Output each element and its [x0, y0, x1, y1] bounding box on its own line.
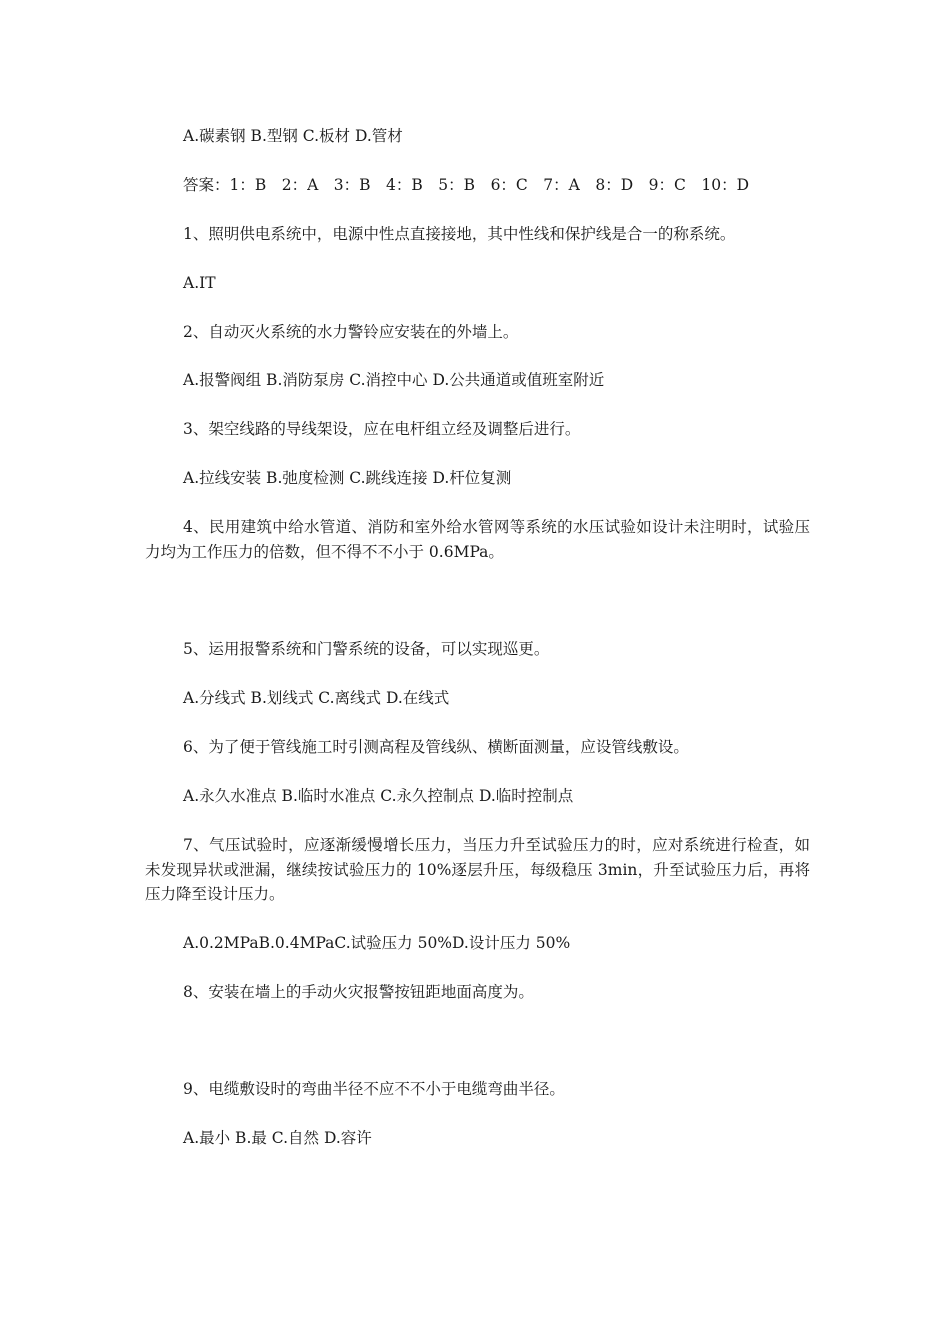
question-6-options: A.永久水准点 B.临时水准点 C.永久控制点 D.临时控制点	[183, 787, 574, 805]
question-9: 9、电缆敷设时的弯曲半径不应不不小于电缆弯曲半径。	[183, 1080, 565, 1098]
question-9-options: A.最小 B.最 C.自然 D.容许	[183, 1129, 372, 1147]
question-2: 2、自动灭火系统的水力警铃应安装在的外墙上。	[183, 323, 519, 341]
question-4: 4、民用建筑中给水管道、消防和室外给水管网等系统的水压试验如设计未注明时，试验压力均为工作压力的倍数，但不得不不小于 0.6MPa。	[145, 518, 810, 561]
question-2-options: A.报警阀组 B.消防泵房 C.消控中心 D.公共通道或值班室附近	[183, 371, 605, 389]
question-1-options: A.IT	[183, 274, 216, 292]
question-7-options: A.0.2MPaB.0.4MPaC.试验压力 50%D.设计压力 50%	[183, 934, 571, 952]
question-6: 6、为了便于管线施工时引测高程及管线纵、横断面测量，应设管线敷设。	[183, 738, 689, 756]
question-7: 7、气压试验时，应逐渐缓慢增长压力，当压力升至试验压力的时，应对系统进行检查，如未发现异状或泄漏，继续按试验压力的 10%逐层升压，每级稳压 3min，升至试验压力后，再将压力降至设计压力。	[145, 836, 810, 903]
question-3-options: A.拉线安装 B.弛度检测 C.跳线连接 D.杆位复测	[183, 469, 512, 487]
question-1: 1、照明供电系统中，电源中性点直接接地，其中性线和保护线是合一的称系统。	[183, 225, 736, 243]
question-3: 3、架空线路的导线架设，应在电杆组立经及调整后进行。	[183, 420, 581, 438]
question-8: 8、安装在墙上的手动火灾报警按钮距地面高度为。	[183, 983, 534, 1001]
question-5: 5、运用报警系统和门警系统的设备，可以实现巡更。	[183, 640, 550, 658]
q-options-steel: A.碳素钢 B.型钢 C.板材 D.管材	[183, 127, 403, 145]
answer-key: 答案：1：B 2：A 3：B 4：B 5：B 6：C 7：A 8：D 9：C 10：D	[183, 176, 750, 194]
question-5-options: A.分线式 B.划线式 C.离线式 D.在线式	[183, 689, 450, 707]
